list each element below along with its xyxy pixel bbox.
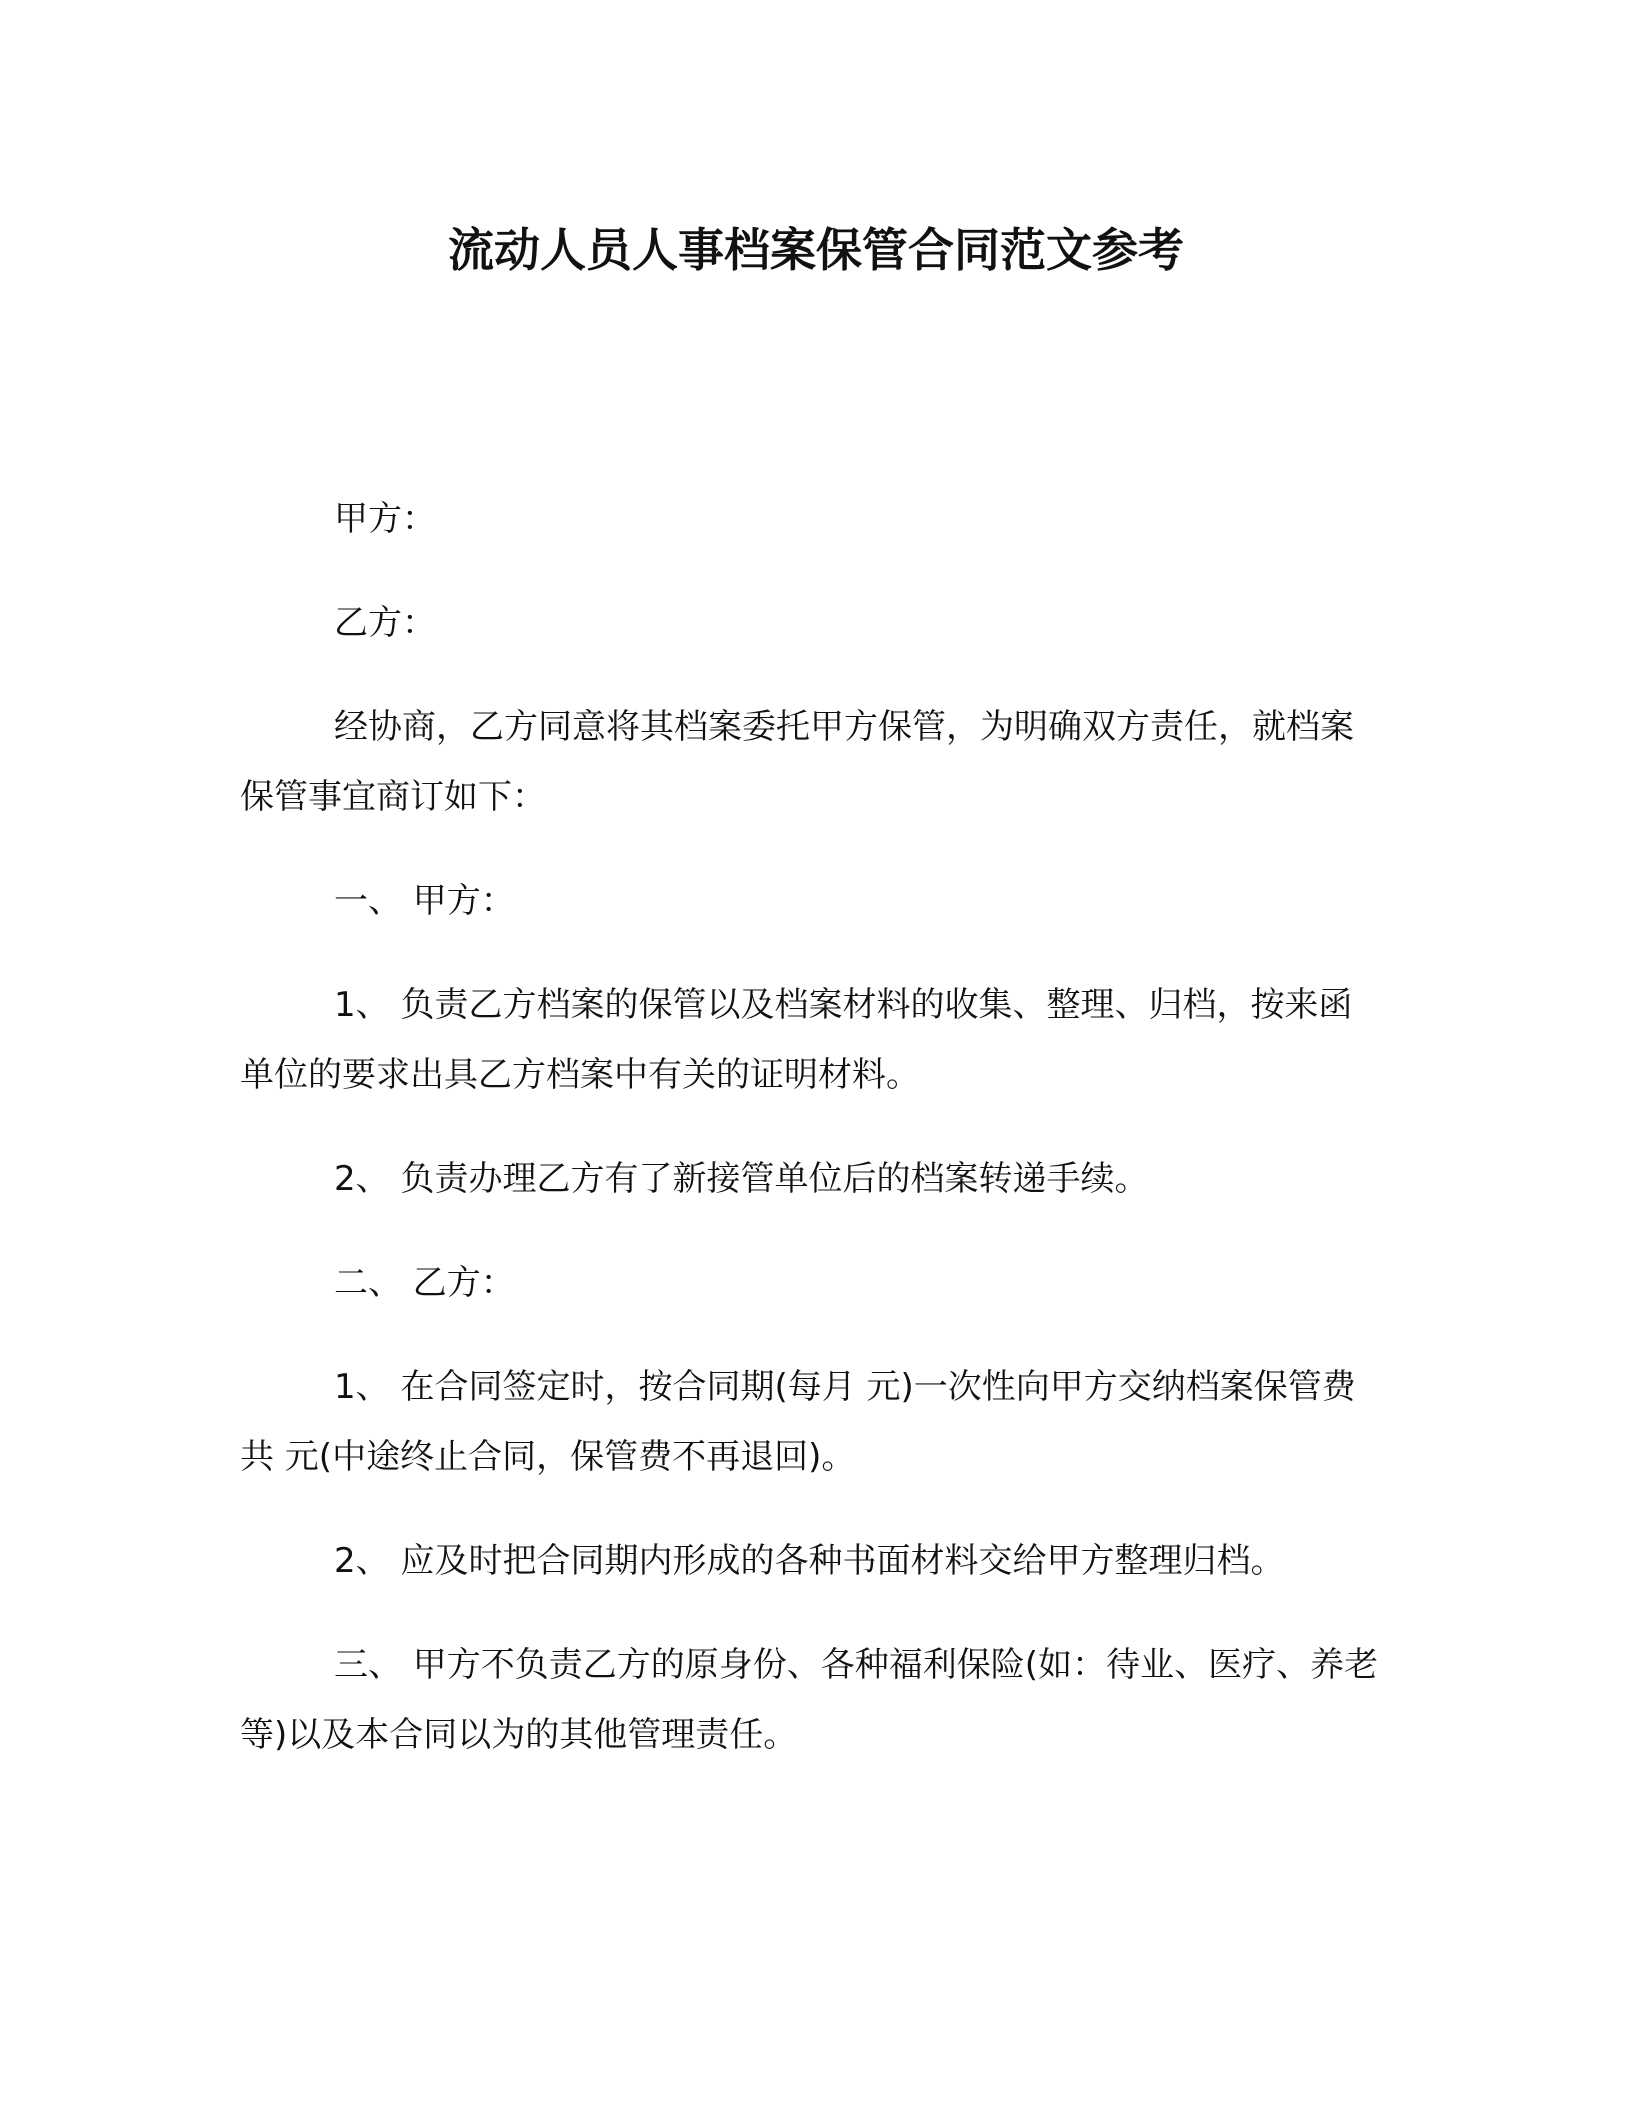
document-title: 流动人员人事档案保管合同范文参考 xyxy=(448,223,1184,277)
section-2-heading: 二、 乙方： xyxy=(334,1263,515,1303)
section-1-heading: 一、 甲方： xyxy=(334,881,515,921)
intro-paragraph: 经协商，乙方同意将其档案委托甲方保管，为明确双方责任，就档案保管事宜商订如下： xyxy=(240,707,1354,817)
section-2-item-2: 2、 应及时把合同期内形成的各种书面材料交给甲方整理归档。 xyxy=(334,1541,1285,1581)
section-3-paragraph: 三、 甲方不负责乙方的原身份、各种福利保险(如：待业、医疗、养老等)以及本合同以为的其他管理责任。 xyxy=(240,1645,1379,1755)
party-a-label: 甲方： xyxy=(334,499,436,539)
section-1-item-1: 1、 负责乙方档案的保管以及档案材料的收集、整理、归档，按来函单位的要求出具乙方档案中有关的证明材料。 xyxy=(240,985,1353,1095)
section-1-item-2: 2、 负责办理乙方有了新接管单位后的档案转递手续。 xyxy=(334,1159,1149,1199)
party-b-label: 乙方： xyxy=(334,603,436,643)
section-2-item-1: 1、 在合同签定时，按合同期(每月 元)一次性向甲方交纳档案保管费共 元(中途终止合同，保管费不再退回)。 xyxy=(240,1367,1356,1477)
